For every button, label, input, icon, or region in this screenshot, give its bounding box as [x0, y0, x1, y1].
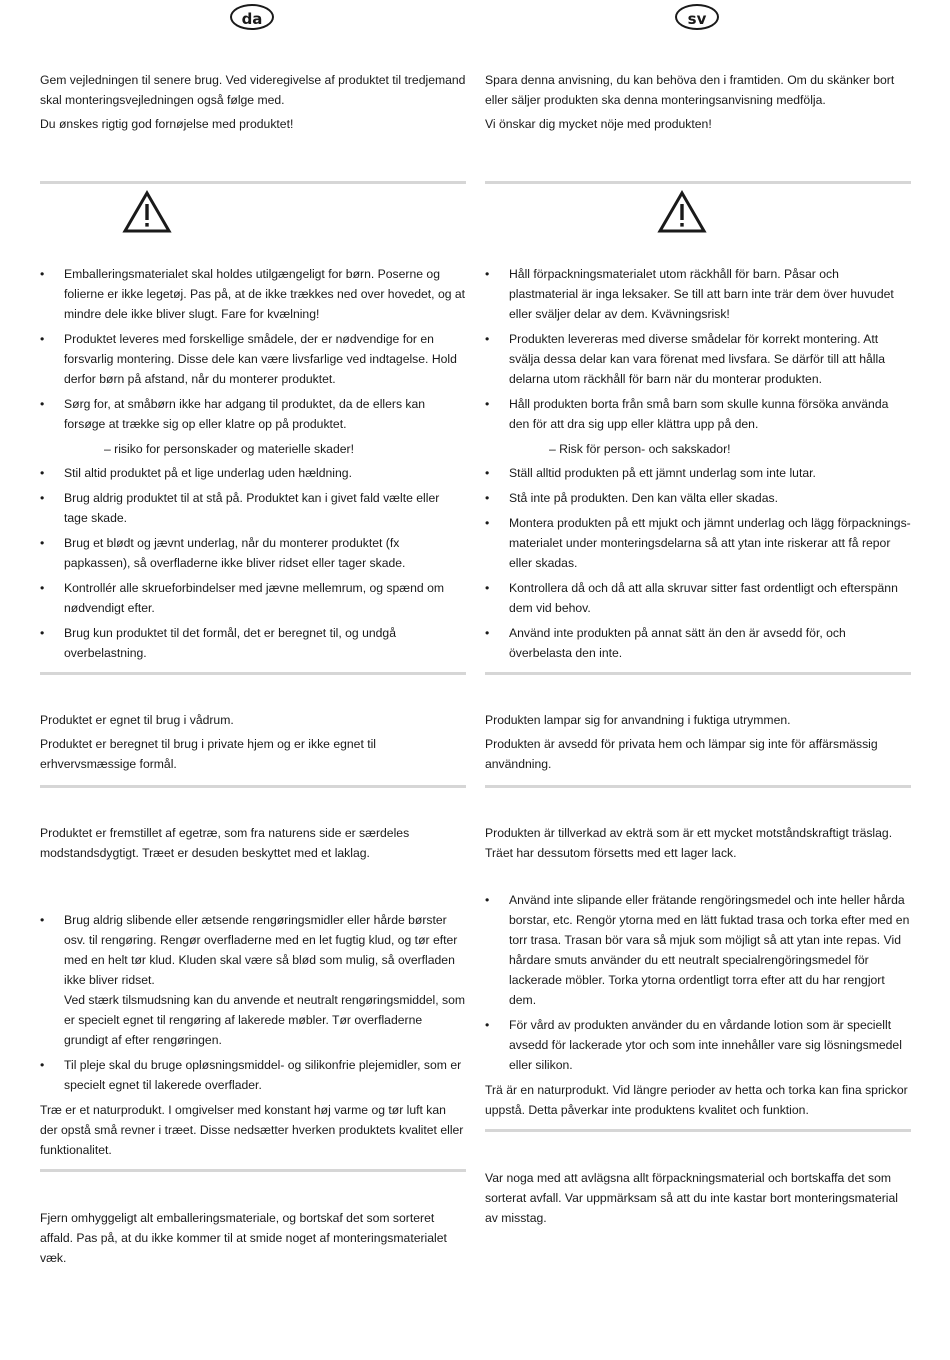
- list-item: • Sørg for, at småbørn ikke har adgang til produktet, da de ellers kan forsøge at trække sig op eller klatre op på produktet.: [40, 397, 426, 431]
- use-text: Produkten lampar sig for anvandning i fuktiga utrymmen.: [485, 713, 791, 727]
- safety-item: Produktet leveres med forskellige smådele, der er nødvendige for en forsvarlig montering. Disse dele kan være livsfarlige ved indtagelse. Hold derfor børn på afstand, når du monterer produktet.: [64, 332, 457, 386]
- care-sv: [485, 890, 911, 1120]
- material-da: Produktet er fremstillet af egetræ, som fra naturens side er særdeles modstandsdygtigt. Træet er desuden beskyttet med et laklag.: [40, 826, 410, 860]
- safety-item: Stil altid produktet på et lige underlag uden hældning.: [64, 466, 352, 480]
- use-text: Produkten är avsedd för privata hem och lämpar sig inte för affärsmässig användning.: [485, 737, 878, 771]
- safety-item: Brug kun produktet til det formål, det er beregnet til, og undgå overbelastning.: [64, 626, 396, 660]
- safety-item: Ställ alltid produkten på ett jämnt underlag som inte lutar.: [509, 466, 816, 480]
- nature-text: Trä är en naturprodukt. Vid längre perioder av hetta och torka kan fina sprickor uppstå. Detta påverkar inte produktens kvalitet och funktion.: [485, 1083, 908, 1117]
- list-item: • Brug et blødt og jævnt underlag, når du monterer produktet (fx papkassen), så overfladerne ikke bliver ridset eller tager skade.: [40, 536, 406, 570]
- warning-icon: [657, 190, 707, 234]
- list-item: • Emballeringsmaterialet skal holdes utilgængeligt for børn. Poserne og folierne er ikke legetøj. Pas på, at de ikke trækkes ned over hovedet, og at mindre dele ikke bliver slugt. Fare for kvælning!: [40, 267, 466, 321]
- safety-item: Använd inte produkten på annat sätt än den är avsedd för, och överbelasta den inte.: [509, 626, 846, 660]
- divider: [485, 672, 911, 675]
- safety-item: Brug aldrig produktet til at stå på. Produktet kan i givet fald vælte eller tage skade.: [64, 491, 440, 525]
- use-text: Produktet er beregnet til brug i private hjem og er ikke egnet til erhvervsmæssige formål.: [40, 737, 377, 771]
- list-item: • För vård av produkten använder du en vårdande lotion som är speciellt avsedd för lackerade ytor och som inte innehåller vare sig lösningsmedel eller silikon.: [485, 1018, 902, 1072]
- care-item: Til pleje skal du bruge opløsningsmiddel- og silikonfrie plejemidler, som er specielt egnet til lakerede overflader.: [64, 1058, 462, 1092]
- list-item: • Til pleje skal du bruge opløsningsmiddel- og silikonfrie plejemidler, som er specielt egnet til lakerede overflader.: [40, 1058, 462, 1092]
- care-da: [40, 910, 466, 1160]
- safety-item: Brug et blødt og jævnt underlag, når du monterer produktet (fx papkassen), så overfladerne ikke bliver ridset eller tager skade.: [64, 536, 406, 570]
- intro-da: [40, 70, 466, 138]
- list-item: • Produkten levereras med diverse smådelar för korrekt montering. Att svälja dessa delar kan vara förenat med livsfara. Se därför till att hålla delarna utom räckhåll för barn när du monterar produkten.: [485, 332, 885, 386]
- safety-item: Produkten levereras med diverse smådelar för korrekt montering. Att svälja dessa delar kan vara förenat med livsfara. Se därför till att hålla delarna utom räckhåll för barn när du monterar produkten.: [509, 332, 885, 386]
- divider: [40, 181, 466, 184]
- intro-wish: Du ønskes rigtig god fornøjelse med produktet!: [40, 117, 294, 131]
- safety-da: [40, 264, 466, 668]
- risk-note: – Risk för person- och sakskador!: [549, 442, 731, 456]
- list-item: • Brug aldrig produktet til at stå på. Produktet kan i givet fald vælte eller tage skade.: [40, 491, 440, 525]
- safety-sv: [485, 264, 911, 668]
- safety-item: Håll förpackningsmaterialet utom räckhåll för barn. Påsar och plastmaterial är inga leksaker. Se till att barn inte trär dem över huvudet eller sväljer delar av dem. Kvävningsrisk!: [509, 267, 894, 321]
- list-item: • Stå inte på produkten. Den kan välta eller skadas.: [485, 491, 778, 505]
- safety-item: Kontrollera då och då att alla skruvar sitter fast ordentligt och efterspänn dem vid behov.: [509, 581, 898, 615]
- safety-item: Montera produkten på ett mjukt och jämnt underlag och lägg förpacknings-materialet under monteringsdelarna så att ytan inte riskerar att få repor eller skadas.: [509, 516, 911, 570]
- care-item: För vård av produkten använder du en vårdande lotion som är speciellt avsedd för lackerade ytor och som inte innehåller vare sig lösningsmedel eller silikon.: [509, 1018, 902, 1072]
- divider: [485, 1129, 911, 1132]
- intro-sv: [485, 70, 911, 138]
- list-item: • Kontrollér alle skrueforbindelser med jævne mellemrum, og spænd om nødvendigt efter.: [40, 581, 445, 615]
- use-da: [40, 710, 466, 778]
- list-item: • Håll produkten borta från små barn som skulle kunna försöka använda den för att dra sig upp eller klättra upp på den.: [485, 397, 889, 431]
- language-badge-da: da: [230, 4, 274, 30]
- safety-item: Håll produkten borta från små barn som skulle kunna försöka använda den för att dra sig upp eller klättra upp på den.: [509, 397, 889, 431]
- divider: [40, 672, 466, 675]
- list-item: • Håll förpackningsmaterialet utom räckhåll för barn. Påsar och plastmaterial är inga leksaker. Se till att barn inte trär dem över huvudet eller sväljer delar av dem. Kvävningsrisk!: [485, 267, 894, 321]
- use-sv: [485, 710, 911, 778]
- divider: [485, 181, 911, 184]
- list-item: • Använd inte slipande eller frätande rengöringsmedel och inte heller hårda borstar, etc. Rengör ytorna med en lätt fuktad trasa och torka efter med en torr trasa. Trasan bör vara så mjuk som möjligt så att ytan inte repas. Vid hårdare smuts använder du ett neutralt specialrengöringsmedel för lackerade möbler. Torka ytorna ordentligt torra efter att du har rengjort dem.: [485, 893, 910, 1007]
- care-item-continued: Ved stærk tilsmudsning kan du anvende et neutralt rengøringsmiddel, som er specielt egnet til rengøring af lakerede møbler. Tør overfladerne grundigt af efter rengøringen.: [64, 993, 466, 1047]
- list-item: • Brug kun produktet til det formål, det er beregnet til, og undgå overbelastning.: [40, 626, 396, 660]
- safety-item: Stå inte på produkten. Den kan välta eller skadas.: [509, 491, 778, 505]
- disposal-sv: Var noga med att avlägsna allt förpackningsmaterial och bortskaffa det som sorterat avfall. Var uppmärksam så att du inte kastar bort monteringsmaterial av misstag.: [485, 1171, 898, 1225]
- safety-item: Kontrollér alle skrueforbindelser med jævne mellemrum, og spænd om nødvendigt efter.: [64, 581, 445, 615]
- list-item: • Brug aldrig slibende eller ætsende rengøringsmidler eller hårde børster osv. til rengøring. Rengør overfladerne med en let fugtig klud, og tør efter med en helt tør klud. Kluden skal være så blød som mulig, så overfladen ikke bliver ridset. Ved stærk tilsmudsning kan du anvende et neutralt rengøringsmiddel, som er specielt egnet til rengøring af lakerede møbler. Tør overfladerne grundigt af efter rengøringen.: [40, 910, 466, 1050]
- list-item: • Ställ alltid produkten på ett jämnt underlag som inte lutar.: [485, 466, 816, 480]
- use-text: Produktet er egnet til brug i vådrum.: [40, 713, 234, 727]
- care-item: Använd inte slipande eller frätande rengöringsmedel och inte heller hårda borstar, etc. Rengör ytorna med en lätt fuktad trasa och torka efter med en torr trasa. Trasan bör vara så mjuk som möjligt så att ytan inte repas. Vid hårdare smuts använder du ett neutralt specialrengöringsmedel för lackerade möbler. Torka ytorna ordentligt torra efter att du har rengjort dem.: [509, 893, 910, 1007]
- safety-item: Emballeringsmaterialet skal holdes utilgængeligt for børn. Poserne og folierne er ikke legetøj. Pas på, at de ikke trækkes ned over hovedet, og at mindre dele ikke bliver slugt. Fare for kvælning!: [64, 267, 466, 321]
- list-item: • Kontrollera då och då att alla skruvar sitter fast ordentligt och efterspänn dem vid behov.: [485, 581, 898, 615]
- risk-note: – risiko for personskader og materielle skader!: [104, 442, 354, 456]
- list-item: • Produktet leveres med forskellige smådele, der er nødvendige for en forsvarlig montering. Disse dele kan være livsfarlige ved indtagelse. Hold derfor børn på afstand, når du monterer produktet.: [40, 332, 457, 386]
- warning-icon: [122, 190, 172, 234]
- safety-item: Sørg for, at småbørn ikke har adgang til produktet, da de ellers kan forsøge at trække sig op eller klatre op på produktet.: [64, 397, 426, 431]
- language-badge-sv: sv: [675, 4, 719, 30]
- list-item: • Montera produkten på ett mjukt och jämnt underlag och lägg förpacknings-materialet under monteringsdelarna så att ytan inte riskerar att få repor eller skadas.: [485, 516, 911, 570]
- nature-text: Træ er et naturprodukt. I omgivelser med konstant høj varme og tør luft kan der opstå små revner i træet. Disse nedsætter hverken produktets kvalitet eller funktionalitet.: [40, 1103, 464, 1157]
- material-sv: Produkten är tillverkad av ekträ som är ett mycket motståndskraftigt träslag. Träet har dessutom försetts med ett lager lack.: [485, 826, 893, 860]
- divider: [40, 785, 466, 788]
- care-item: Brug aldrig slibende eller ætsende rengøringsmidler eller hårde børster osv. til rengøring. Rengør overfladerne med en let fugtig klud, og tør efter med en helt tør klud. Kluden skal være så blød som mulig, så overfladen ikke bliver ridset.: [64, 913, 458, 987]
- intro-wish: Vi önskar dig mycket nöje med produkten!: [485, 117, 712, 131]
- list-item: • Stil altid produktet på et lige underlag uden hældning.: [40, 466, 352, 480]
- list-item: • Använd inte produkten på annat sätt än den är avsedd för, och överbelasta den inte.: [485, 626, 846, 660]
- divider: [40, 1169, 466, 1172]
- divider: [485, 785, 911, 788]
- intro-text: Spara denna anvisning, du kan behöva den i framtiden. Om du skänker bort eller säljer produkten ska denna monteringsanvisning medfölja.: [485, 73, 895, 107]
- intro-text: Gem vejledningen til senere brug. Ved videregivelse af produktet til tredjemand skal monteringsvejledningen også følge med.: [40, 73, 466, 107]
- disposal-da: Fjern omhyggeligt alt emballeringsmateriale, og bortskaf det som sorteret affald. Pas på, at du ikke kommer til at smide noget af monteringsmaterialet væk.: [40, 1211, 447, 1265]
